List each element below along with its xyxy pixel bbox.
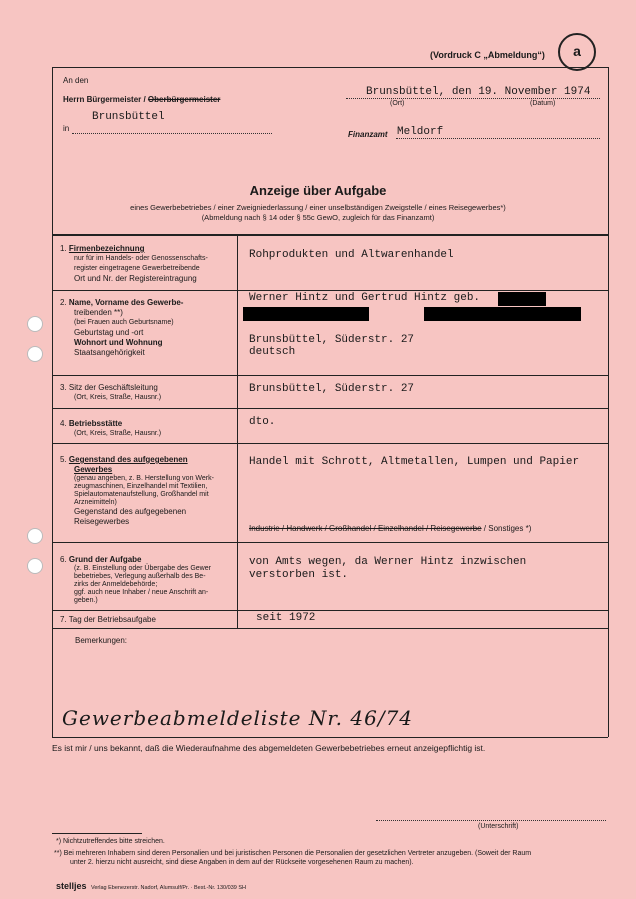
row-5-sub: Arzneimitteln) [74,499,117,506]
row-2-title: Name, Vorname des Gewerbe- [68,298,184,307]
row-2-sub: Wohnort und Wohnung [74,338,163,347]
row-1-sub: Ort und Nr. der Registereintragung [74,274,197,283]
row-2-sub: Staatsangehörigkeit [74,348,145,357]
row-1-title: Firmenbezeichnung [68,244,145,253]
row-border [52,408,608,409]
footnote-2b: unter 2. hierzu nicht ausreicht, sind diese Angaben in dem auf der Rückseite vorgesehenen Raum zu machen). [70,859,414,866]
row-5-title: Gegenstand des aufgegebenen [68,455,188,464]
row-2-sub: Geburtstag und -ort [74,328,144,337]
publisher-line [56,876,246,894]
remarks-handwritten: Gewerbeabmeldeliste Nr. 46/74 [62,706,414,730]
form-code: (Vordruck C „Abmeldung“) [430,50,545,60]
row-2-label [60,298,183,358]
form-badge [558,33,596,71]
address-city: Brunsbüttel [92,111,165,123]
row-4-value: dto. [249,416,276,428]
row-5-sub: Spielautomatenaufstellung, Großhandel mit [74,491,209,498]
row-4-label [60,419,161,439]
redaction-bar [243,307,369,321]
row-3-sub: (Ort, Kreis, Straße, Hausnr.) [74,394,162,401]
row-1-sub: register eingetragene Gewerbetreibende [74,265,200,272]
row-5-sub: Reisegewerbes [74,517,130,526]
category-struck: Industrie / Handwerk / Großhandel / Einzelhandel / Reisegewerbe [249,524,482,533]
row-4-sub: (Ort, Kreis, Straße, Hausnr.) [74,430,162,437]
redaction-bar [424,307,581,321]
row-6-sub: (z. B. Einstellung oder Übergabe des Gewer [74,565,211,572]
notice-text: Es ist mir / uns bekannt, daß die Wiederaufnahme des abgemeldeten Gewerbebetriebes erneut anzeigepflichtig ist. [52,743,486,753]
row-6-number: 6. [60,555,67,564]
signature-label: (Unterschrift) [478,823,519,830]
row-border [52,290,608,291]
form-subtitle-2: (Abmeldung nach § 14 oder § 55c GewO, zugleich für das Finanzamt) [201,213,435,222]
row-7-number: 7. [60,615,67,624]
address-an-den: An den [63,76,89,85]
row-border [52,610,608,611]
publisher-details: Verlag Ebenezerstr. Nadorf, Alumsulf/Pr. · Best.-Nr. 130/039 SH [90,885,246,891]
form-badge-letter: a [573,43,581,59]
row-2-number: 2. [60,298,67,307]
row-2-sub: treibenden **) [74,308,123,317]
binder-hole [27,316,43,332]
signature-line [376,820,606,821]
row-border [52,542,608,543]
row-1-sub: nur für im Handels- oder Genossenschafts- [74,255,208,262]
row-2-value-address: Brunsbüttel, Süderstr. 27 [249,334,415,346]
row-5-number: 5. [60,455,67,464]
row-1-value: Rohprodukten und Altwarenhandel [249,249,454,261]
row-5-sub: Gegenstand des aufgegebenen [74,507,187,516]
row-6-sub: geben.) [74,597,98,604]
redaction-bar [498,292,546,306]
binder-hole [27,346,43,362]
row-border [52,628,608,629]
row-4-number: 4. [60,419,67,428]
footnote-1: *) Nichtzutreffendes bitte streichen. [56,838,165,845]
publisher-brand: stelljes [56,881,87,891]
row-7-title: Tag der Betriebsaufgabe [68,615,156,624]
row-1-label [60,244,208,284]
place-date: Brunsbüttel, den 19. November 1974 [366,86,591,98]
row-7-label [60,615,156,624]
address-in-label: in [63,124,70,133]
datum-label: (Datum) [530,100,556,107]
row-5-label [60,455,214,527]
row-3-number: 3. [60,383,67,392]
finanzamt-value: Meldorf [397,126,444,138]
remarks-bottom [52,737,608,738]
row-2-value-nationality: deutsch [249,346,296,358]
ort-label: (Ort) [390,100,405,107]
finanzamt-label: Finanzamt [348,130,388,139]
row-2-sub: (bei Frauen auch Geburtsname) [74,319,174,326]
row-3-value: Brunsbüttel, Süderstr. 27 [249,383,415,395]
row-6-value-1: von Amts wegen, da Werner Hintz inzwischen [249,556,527,568]
row-6-title: Grund der Aufgabe [68,555,142,564]
row-6-label [60,555,211,605]
row-6-value-2: verstorben ist. [249,569,349,581]
frame-right [608,67,609,737]
row-5-sub: Gewerbes [74,465,113,474]
footnote-2a: **) Bei mehreren Inhabern sind deren Personalien und bei juristischen Personen die Personalien der gesetzlichen Vertreter anzugeben. (Soweit der Raum [54,850,532,857]
row-3-title: Sitz der Geschäftsleitung [68,383,158,392]
row-3-label [60,383,161,403]
binder-hole [27,528,43,544]
form-subtitle-1: eines Gewerbebetriebes / einer Zweigniederlassung / einer unselbständigen Zweigstelle / eines Reisegewerbes*) [130,203,506,212]
place-date-line [346,98,600,99]
address-underline [72,133,272,134]
row-1-number: 1. [60,244,67,253]
row-5-value: Handel mit Schrott, Altmetallen, Lumpen und Papier [249,456,580,468]
frame-left [52,67,53,737]
row-5-sub: (genau angeben, z. B. Herstellung von Werk- [74,475,214,482]
row-6-sub: zirks der Anmeldebehörde; [74,581,158,588]
row-5-sub: zeugmaschinen, Einzelhandel mit Textilien, [74,483,208,490]
binder-hole [27,558,43,574]
row-4-title: Betriebsstätte [68,419,123,428]
row-border [52,375,608,376]
frame-top [52,67,608,68]
remarks-label: Bemerkungen: [75,636,128,645]
category-line [249,524,531,533]
recipient-prefix: Herrn Bürgermeister / [63,95,148,104]
category-rest: / Sonstiges *) [481,524,532,533]
row-6-sub: bebetriebes, Verlegung außerhalb des Be- [74,573,206,580]
finanzamt-line [396,138,600,139]
row-border [52,443,608,444]
table-divider [237,234,238,628]
form-title: Anzeige über Aufgabe [249,183,387,198]
table-top [52,234,608,236]
recipient-line [63,95,220,104]
row-6-sub: ggf. auch neue Inhaber / neue Anschrift an- [74,589,209,596]
footnote-rule [52,833,142,834]
row-2-value-names: Werner Hintz und Gertrud Hintz geb. [249,292,481,304]
row-7-value: seit 1972 [256,612,316,624]
recipient-struck: Oberbürgermeister [147,95,221,104]
